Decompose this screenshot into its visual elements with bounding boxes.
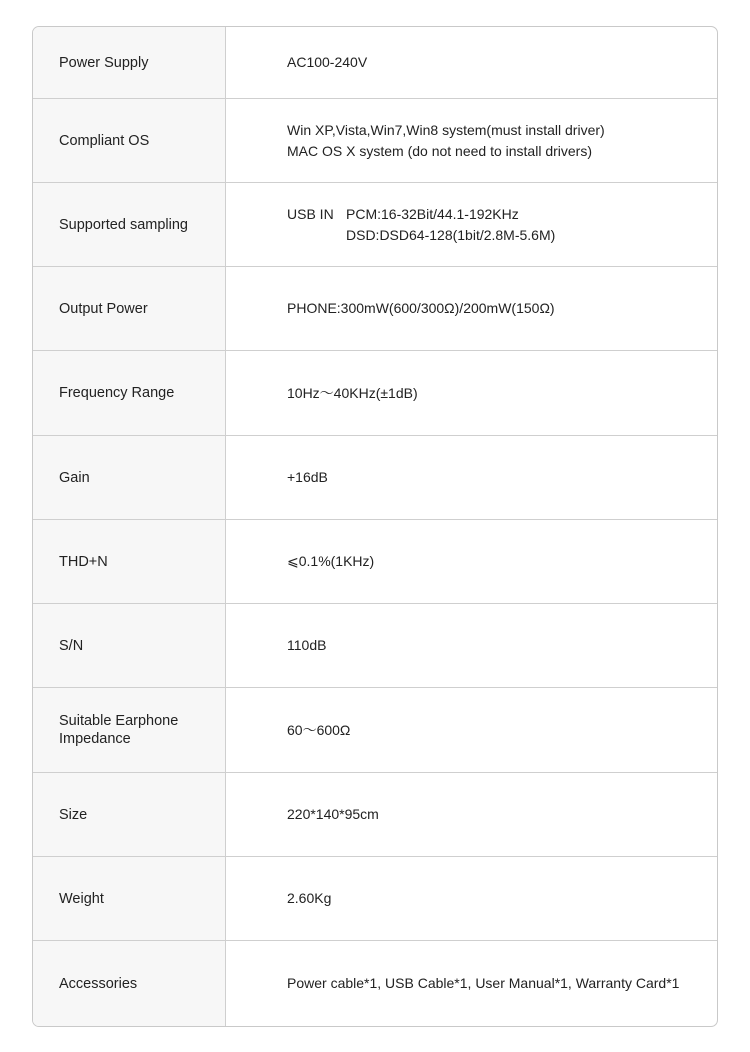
spec-label: Compliant OS — [33, 99, 226, 182]
spec-value-line: Win XP,Vista,Win7,Win8 system(must install driver) — [287, 121, 605, 138]
spec-value — [226, 351, 717, 435]
spec-value-text: ⩽0.1%(1KHz) — [287, 553, 375, 569]
spec-label: Supported sampling — [33, 183, 226, 266]
spec-row-supported-sampling — [33, 183, 717, 267]
spec-row-size — [33, 773, 717, 857]
spec-value — [226, 436, 717, 519]
spec-row-output-power — [33, 267, 717, 351]
spec-row-gain — [33, 436, 717, 520]
spec-label: S/N — [33, 604, 226, 687]
spec-value — [226, 520, 717, 603]
spec-row-accessories — [33, 941, 717, 1026]
spec-value-text: 220*140*95cm — [287, 806, 379, 822]
spec-label: Frequency Range — [33, 351, 226, 435]
spec-value — [226, 688, 717, 772]
spec-label: Weight — [33, 857, 226, 940]
spec-value — [226, 267, 717, 350]
spec-value-text: AC100-240V — [287, 54, 368, 70]
spec-value-text: 10Hz～40KHz(±1dB) — [287, 384, 418, 401]
spec-value-text: 110dB — [287, 637, 327, 653]
spec-row-compliant-os — [33, 99, 717, 183]
spec-label: Power Supply — [33, 27, 226, 98]
spec-value-text: Power cable*1, USB Cable*1, User Manual*1, Warranty Card*1 — [287, 975, 680, 991]
spec-value — [226, 941, 717, 1026]
spec-value-line: MAC OS X system (do not need to install drivers) — [287, 142, 592, 159]
spec-label: Accessories — [33, 941, 226, 1026]
spec-value — [226, 773, 717, 856]
spec-value-line: PCM:16-32Bit/44.1-192KHz — [346, 205, 519, 222]
spec-label: Output Power — [33, 267, 226, 350]
spec-table — [32, 26, 718, 1027]
spec-label: Gain — [33, 436, 226, 519]
spec-value-text: +16dB — [287, 469, 328, 485]
spec-label — [33, 688, 226, 772]
spec-value-text: 2.60Kg — [287, 890, 332, 906]
spec-label: THD+N — [33, 520, 226, 603]
sampling-source: USB IN — [287, 205, 334, 222]
spec-row-frequency-range — [33, 351, 717, 436]
spec-row-impedance — [33, 688, 717, 773]
spec-row-thd-n — [33, 520, 717, 604]
spec-value — [226, 857, 717, 940]
spec-row-sn — [33, 604, 717, 688]
spec-label-line: Suitable Earphone — [59, 713, 179, 729]
spec-value-line: DSD:DSD64-128(1bit/2.8M-5.6M) — [346, 226, 556, 243]
spec-label-line: Impedance — [59, 731, 131, 747]
spec-value — [226, 183, 717, 266]
spec-row-power-supply — [33, 27, 717, 99]
spec-value-text: PHONE:300mW(600/300Ω)/200mW(150Ω) — [287, 300, 555, 316]
spec-value — [226, 27, 717, 98]
spec-value — [226, 99, 717, 182]
spec-row-weight — [33, 857, 717, 941]
spec-label: Size — [33, 773, 226, 856]
spec-value — [226, 604, 717, 687]
spec-value-text: 60～600Ω — [287, 721, 351, 738]
